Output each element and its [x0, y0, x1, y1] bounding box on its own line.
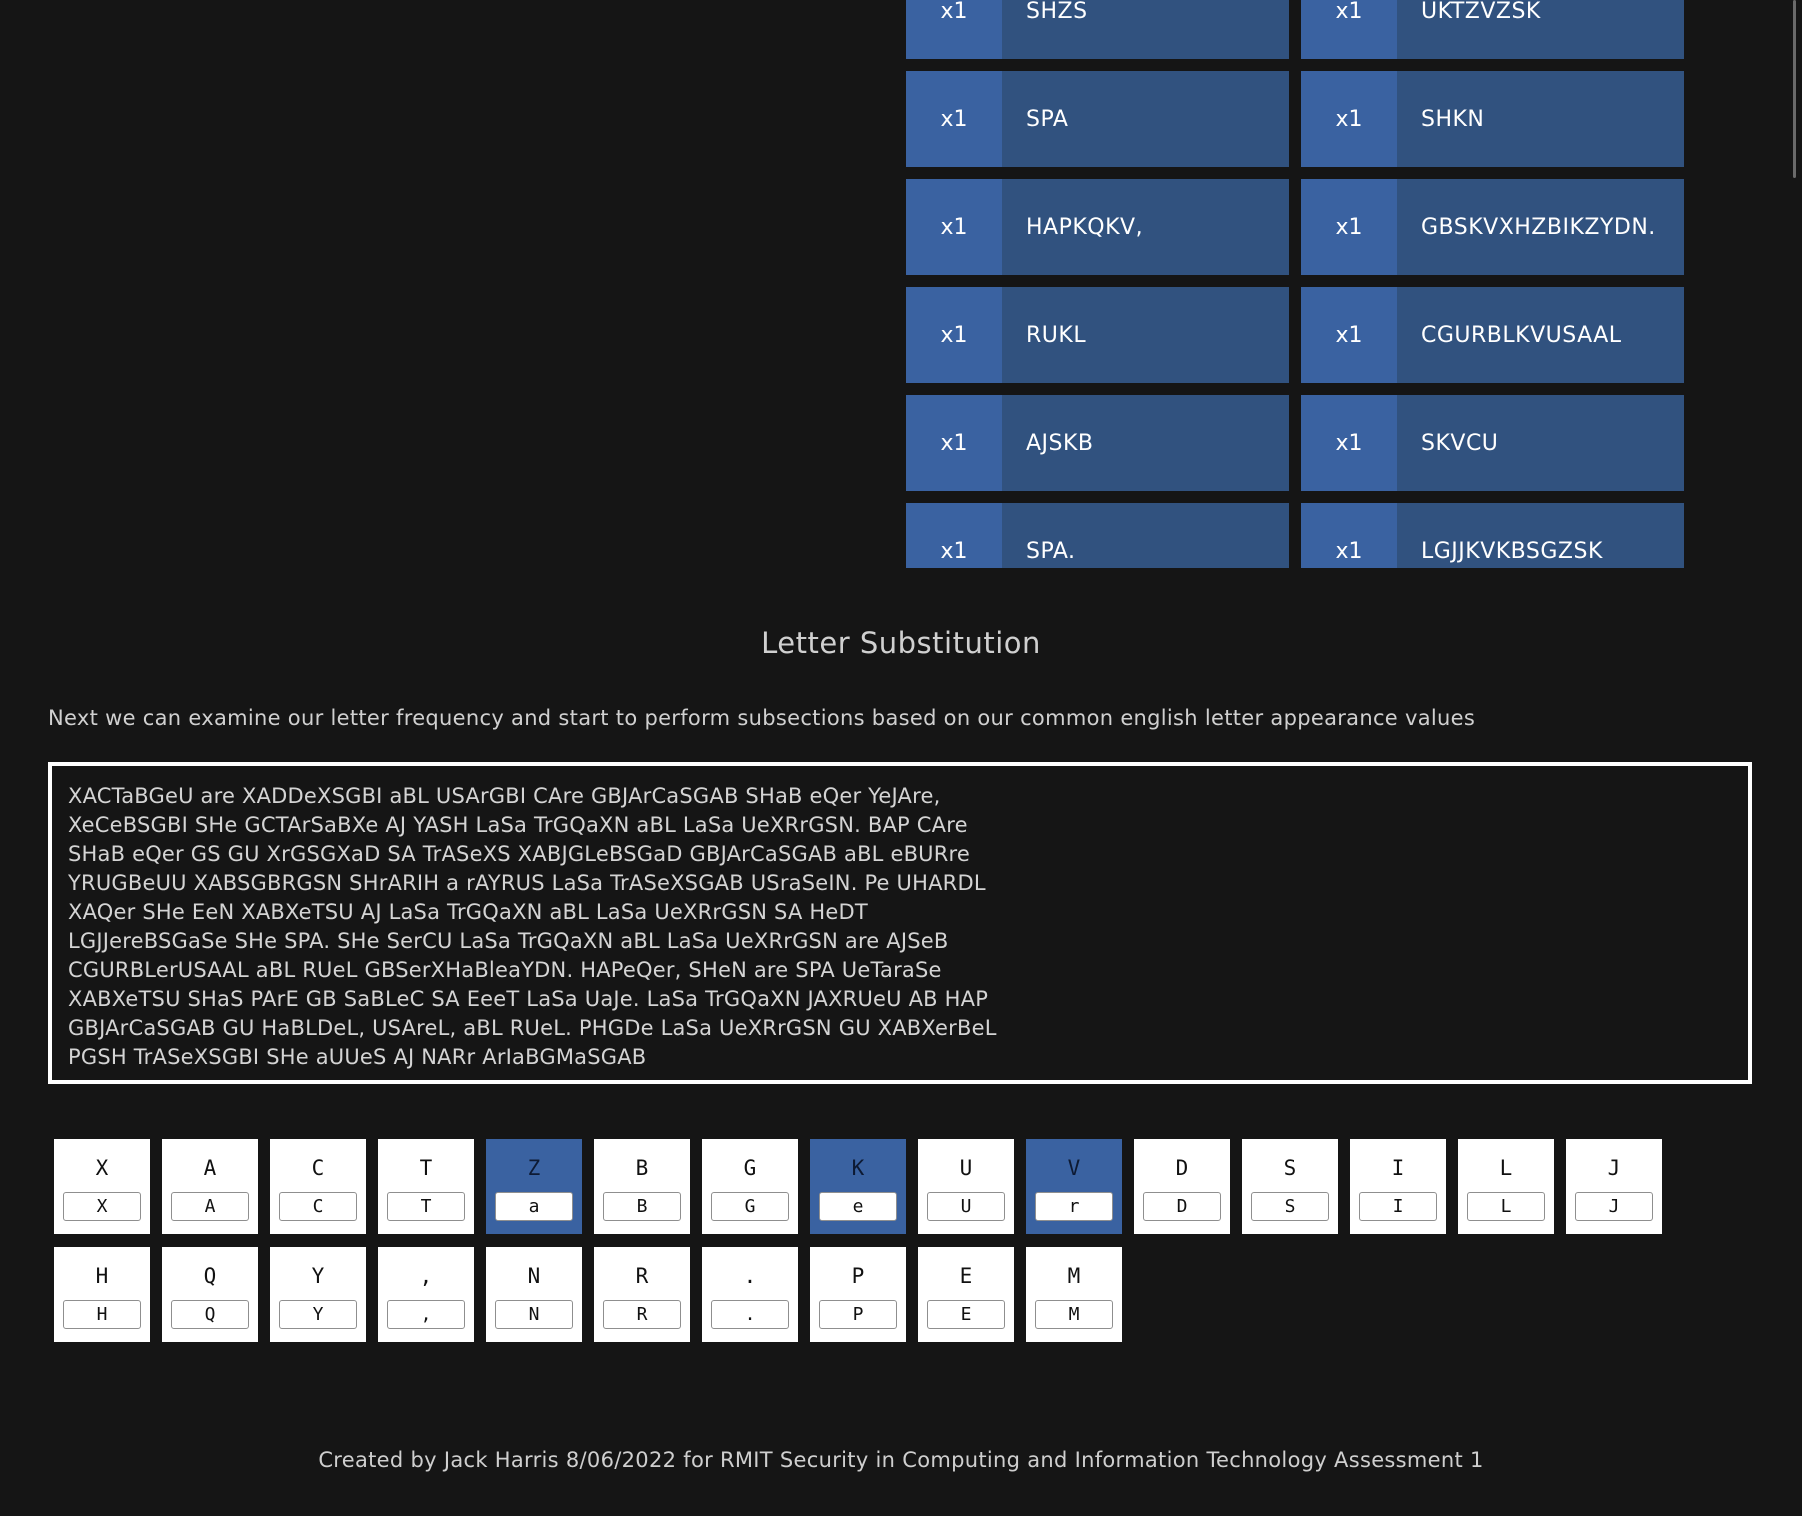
word-count: x1	[906, 179, 1002, 275]
substitution-input[interactable]	[1143, 1192, 1221, 1221]
cipher-line: XAQer SHe EeN XABXeTSU AJ LaSa TrGQaXN aBL LaSa UeXRrGSN SA HeDT	[68, 900, 868, 924]
cipher-letter: V	[1067, 1156, 1081, 1180]
word-card[interactable]	[1301, 179, 1684, 275]
substitution-input[interactable]	[1467, 1192, 1545, 1221]
cipher-letter: M	[1067, 1264, 1081, 1288]
substitution-tile	[1134, 1139, 1230, 1234]
cipher-letter: B	[635, 1156, 649, 1180]
cipher-letter: P	[851, 1264, 865, 1288]
substitution-input[interactable]	[711, 1300, 789, 1329]
cipher-letter: K	[851, 1156, 865, 1180]
cipher-letter: A	[203, 1156, 217, 1180]
word-card[interactable]	[1301, 0, 1684, 59]
word-text: SHZS	[1026, 0, 1088, 24]
substitution-tile	[918, 1139, 1014, 1234]
cipher-letter: J	[1607, 1156, 1621, 1180]
cipher-line: PGSH TrASeXSGBI SHe aUUeS AJ NARr ArIaBGMaSGAB	[68, 1045, 647, 1069]
substitution-tile	[162, 1139, 258, 1234]
substitution-input[interactable]	[387, 1300, 465, 1329]
substitution-tile	[810, 1139, 906, 1234]
cipher-letter: Z	[527, 1156, 541, 1180]
substitution-tile	[1566, 1139, 1662, 1234]
cipher-letter: U	[959, 1156, 973, 1180]
word-count: x1	[1301, 179, 1397, 275]
substitution-input[interactable]	[603, 1192, 681, 1221]
cipher-text	[52, 766, 1748, 1072]
substitution-input[interactable]	[927, 1192, 1005, 1221]
substitution-input[interactable]	[279, 1300, 357, 1329]
word-count: x1	[906, 503, 1002, 568]
word-card[interactable]	[906, 179, 1289, 275]
word-text: UKTZVZSK	[1421, 0, 1541, 24]
substitution-input[interactable]	[279, 1192, 357, 1221]
word-count: x1	[1301, 395, 1397, 491]
substitution-tile	[918, 1247, 1014, 1342]
word-text: HAPKQKV,	[1026, 214, 1144, 240]
word-text: RUKL	[1026, 322, 1087, 348]
word-card[interactable]	[906, 503, 1289, 568]
cipher-line: XeCeBSGBI SHe GCTArSaBXe AJ YASH LaSa TrGQaXN aBL LaSa UeXRrGSN. BAP CAre	[68, 813, 968, 837]
cipher-letter: Q	[203, 1264, 217, 1288]
cipher-text-box	[48, 762, 1752, 1084]
word-count: x1	[1301, 0, 1397, 59]
substitution-tile	[1026, 1139, 1122, 1234]
substitution-tile	[378, 1139, 474, 1234]
substitution-input[interactable]	[63, 1300, 141, 1329]
cipher-line: YRUGBeUU XABSGBRGSN SHrARIH a rAYRUS LaSa TrASeXSGAB USraSeIN. Pe UHARDL	[68, 871, 986, 895]
substitution-input[interactable]	[819, 1192, 897, 1221]
substitution-tile	[594, 1139, 690, 1234]
cipher-line: LGJJereBSGaSe SHe SPA. SHe SerCU LaSa TrGQaXN aBL LaSa UeXRrGSN are AJSeB	[68, 929, 949, 953]
word-card[interactable]	[906, 71, 1289, 167]
word-text: GBSKVXHZBIKZYDN.	[1421, 214, 1656, 240]
cipher-letter: C	[311, 1156, 325, 1180]
word-card[interactable]	[906, 395, 1289, 491]
word-text: SPA	[1026, 106, 1069, 132]
word-frequency-grid	[906, 0, 1684, 568]
substitution-input[interactable]	[711, 1192, 789, 1221]
word-count: x1	[906, 71, 1002, 167]
substitution-tile	[486, 1139, 582, 1234]
cipher-letter: H	[95, 1264, 109, 1288]
cipher-letter: T	[419, 1156, 433, 1180]
cipher-letter: N	[527, 1264, 541, 1288]
cipher-line: CGURBLerUSAAL aBL RUeL GBSerXHaBleaYDN. HAPeQer, SHeN are SPA UeTaraSe	[68, 958, 942, 982]
word-text: CGURBLKVUSAAL	[1421, 322, 1622, 348]
substitution-input[interactable]	[495, 1300, 573, 1329]
substitution-tiles	[54, 1139, 1754, 1342]
cipher-letter: Y	[311, 1264, 325, 1288]
substitution-tile	[162, 1247, 258, 1342]
cipher-letter: G	[743, 1156, 757, 1180]
substitution-tile	[1458, 1139, 1554, 1234]
word-count: x1	[1301, 287, 1397, 383]
word-text: SPA.	[1026, 538, 1076, 564]
section-description: Next we can examine our letter frequency and start to perform subsections based on our common english letter appearance values	[48, 706, 1476, 730]
cipher-letter: X	[95, 1156, 109, 1180]
word-frequency-panel[interactable]	[906, 0, 1686, 568]
cipher-letter: .	[743, 1264, 757, 1288]
word-count: x1	[906, 287, 1002, 383]
substitution-input[interactable]	[1035, 1300, 1113, 1329]
cipher-line: SHaB eQer GS GU XrGSGXaD SA TrASeXS XABJGLeBSGaD GBJArCaSGAB aBL eBURre	[68, 842, 971, 866]
cipher-letter: R	[635, 1264, 649, 1288]
cipher-line: GBJArCaSGAB GU HaBLDeL, USAreL, aBL RUeL. PHGDe LaSa UeXRrGSN GU XABXerBeL	[68, 1016, 997, 1040]
substitution-tile	[702, 1247, 798, 1342]
substitution-input[interactable]	[1359, 1192, 1437, 1221]
cipher-letter: D	[1175, 1156, 1189, 1180]
substitution-tile	[810, 1247, 906, 1342]
word-count: x1	[906, 395, 1002, 491]
cipher-line: XABXeTSU SHaS PArE GB SaBLeC SA EeeT LaSa UaJe. LaSa TrGQaXN JAXRUeU AB HAP	[68, 987, 989, 1011]
substitution-tile	[270, 1139, 366, 1234]
cipher-line: XACTaBGeU are XADDeXSGBI aBL USArGBI CAre GBJArCaSGAB SHaB eQer YeJAre,	[68, 784, 941, 808]
section-title: Letter Substitution	[761, 626, 1041, 660]
substitution-tile	[702, 1139, 798, 1234]
substitution-input[interactable]	[1575, 1192, 1653, 1221]
cipher-letter: ,	[419, 1264, 433, 1288]
substitution-input[interactable]	[603, 1300, 681, 1329]
substitution-input[interactable]	[1251, 1192, 1329, 1221]
substitution-tile	[486, 1247, 582, 1342]
page-scrollbar[interactable]	[1793, 0, 1796, 178]
word-text: LGJJKVKBSGZSK	[1421, 538, 1603, 564]
substitution-input[interactable]	[819, 1300, 897, 1329]
word-card[interactable]	[1301, 287, 1684, 383]
substitution-tile	[54, 1139, 150, 1234]
cipher-letter: I	[1391, 1156, 1405, 1180]
substitution-input[interactable]	[495, 1192, 573, 1221]
cipher-letter: L	[1499, 1156, 1513, 1180]
substitution-input[interactable]	[171, 1300, 249, 1329]
substitution-input[interactable]	[63, 1192, 141, 1221]
substitution-input[interactable]	[1035, 1192, 1113, 1221]
substitution-tile	[270, 1247, 366, 1342]
substitution-tile	[1242, 1139, 1338, 1234]
substitution-input[interactable]	[387, 1192, 465, 1221]
word-card[interactable]	[1301, 503, 1684, 568]
word-text: SKVCU	[1421, 430, 1499, 456]
substitution-tile	[1026, 1247, 1122, 1342]
substitution-input[interactable]	[927, 1300, 1005, 1329]
word-text: SHKN	[1421, 106, 1485, 132]
cipher-letter: E	[959, 1264, 973, 1288]
word-count: x1	[1301, 503, 1397, 568]
word-count: x1	[906, 0, 1002, 59]
footer-credit: Created by Jack Harris 8/06/2022 for RMIT Security in Computing and Information Technology Assessment 1	[318, 1448, 1484, 1472]
word-card[interactable]	[1301, 71, 1684, 167]
substitution-tile	[54, 1247, 150, 1342]
substitution-tile	[1350, 1139, 1446, 1234]
substitution-tile	[594, 1247, 690, 1342]
word-card[interactable]	[906, 0, 1289, 59]
word-card[interactable]	[1301, 395, 1684, 491]
substitution-tile	[378, 1247, 474, 1342]
cipher-letter: S	[1283, 1156, 1297, 1180]
word-card[interactable]	[906, 287, 1289, 383]
word-count: x1	[1301, 71, 1397, 167]
word-text: AJSKB	[1026, 430, 1094, 456]
substitution-input[interactable]	[171, 1192, 249, 1221]
